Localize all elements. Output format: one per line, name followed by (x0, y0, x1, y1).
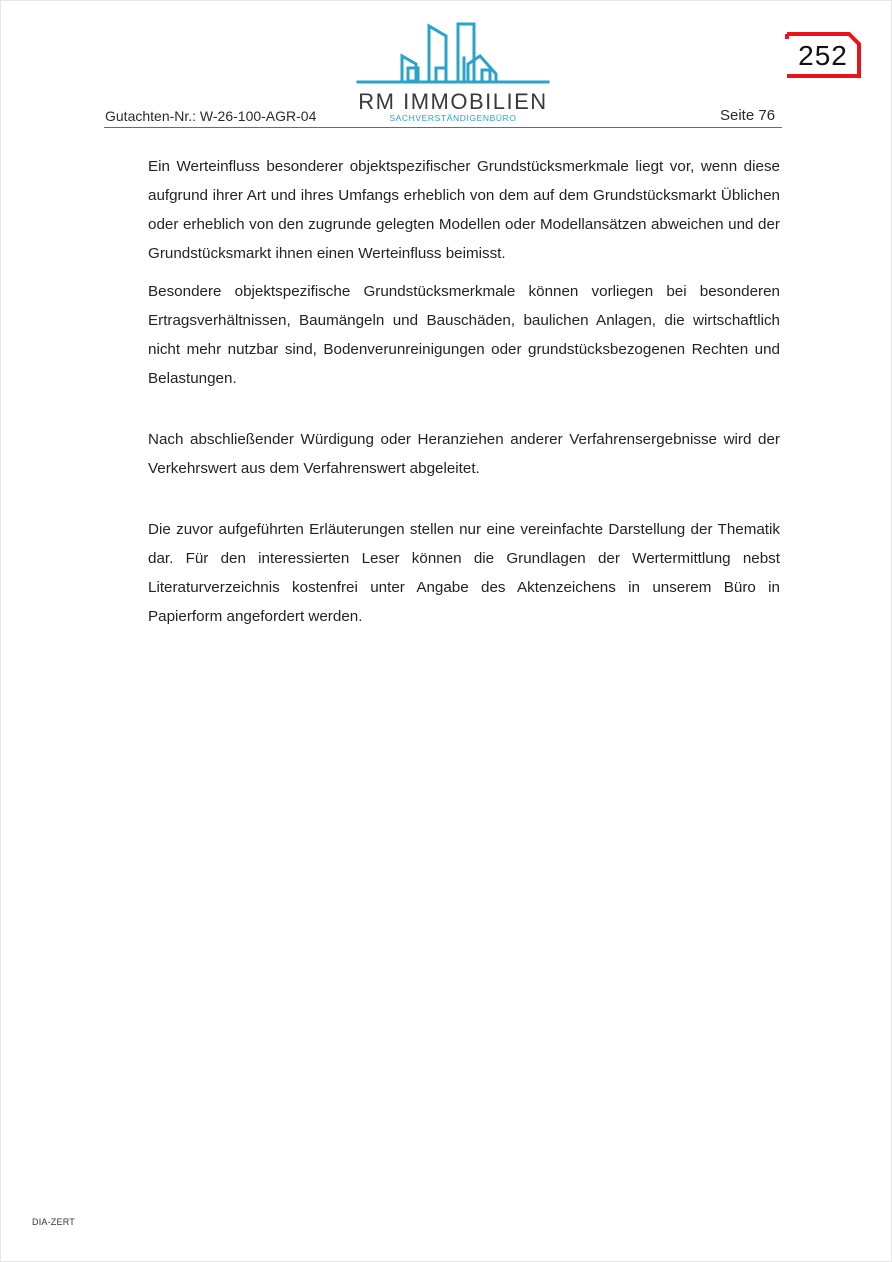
company-subtitle: SACHVERSTÄNDIGENBÜRO (389, 113, 517, 123)
document-number: Gutachten-Nr.: W-26-100-AGR-04 (105, 108, 317, 124)
paragraph: Besondere objektspezifische Grundstücksmerkmale können vorliegen bei besonderen Ertragsverhältnissen, Baumängeln und Bauschäden, baulichen Anlagen, die wirtschaftlich nicht mehr nutzbar sind, Bodenverunreinigungen oder grundstücksbezogenen Rechten und Belastungen. (148, 283, 780, 387)
company-logo (350, 18, 556, 126)
company-name: RM IMMOBILIEN (358, 89, 548, 114)
footer-code: DIA-ZERT (32, 1217, 75, 1227)
stamp-number: 252 (798, 40, 848, 71)
skyline-icon (350, 18, 556, 90)
page-stamp (783, 31, 862, 79)
paragraph: Ein Werteinfluss besonderer objektspezifischer Grundstücksmerkmale liegt vor, wenn diese aufgrund ihrer Art und ihres Umfangs erheblich von dem auf dem Grundstücksmarkt Üblichen oder erheblich von den zugrunde gelegten Modellen oder Modellansätzen abweichen und der Grundstücksmarkt ihnen einen Werteinfluss beimisst. (148, 158, 780, 262)
header-divider (104, 127, 782, 128)
paragraph: Nach abschließender Würdigung oder Heranziehen anderer Verfahrensergebnisse wird der Verkehrswert aus dem Verfahrenswert abgeleitet. (148, 431, 780, 477)
paragraph: Die zuvor aufgeführten Erläuterungen stellen nur eine vereinfachte Darstellung der Thematik dar. Für den interessierten Leser können die Grundlagen der Wertermittlung nebst Literaturverzeichnis kostenfrei unter Angabe des Aktenzeichens in unserem Büro in Papierform angefordert werden. (148, 521, 780, 625)
document-body (148, 152, 780, 631)
page-number: Seite 76 (720, 107, 776, 124)
